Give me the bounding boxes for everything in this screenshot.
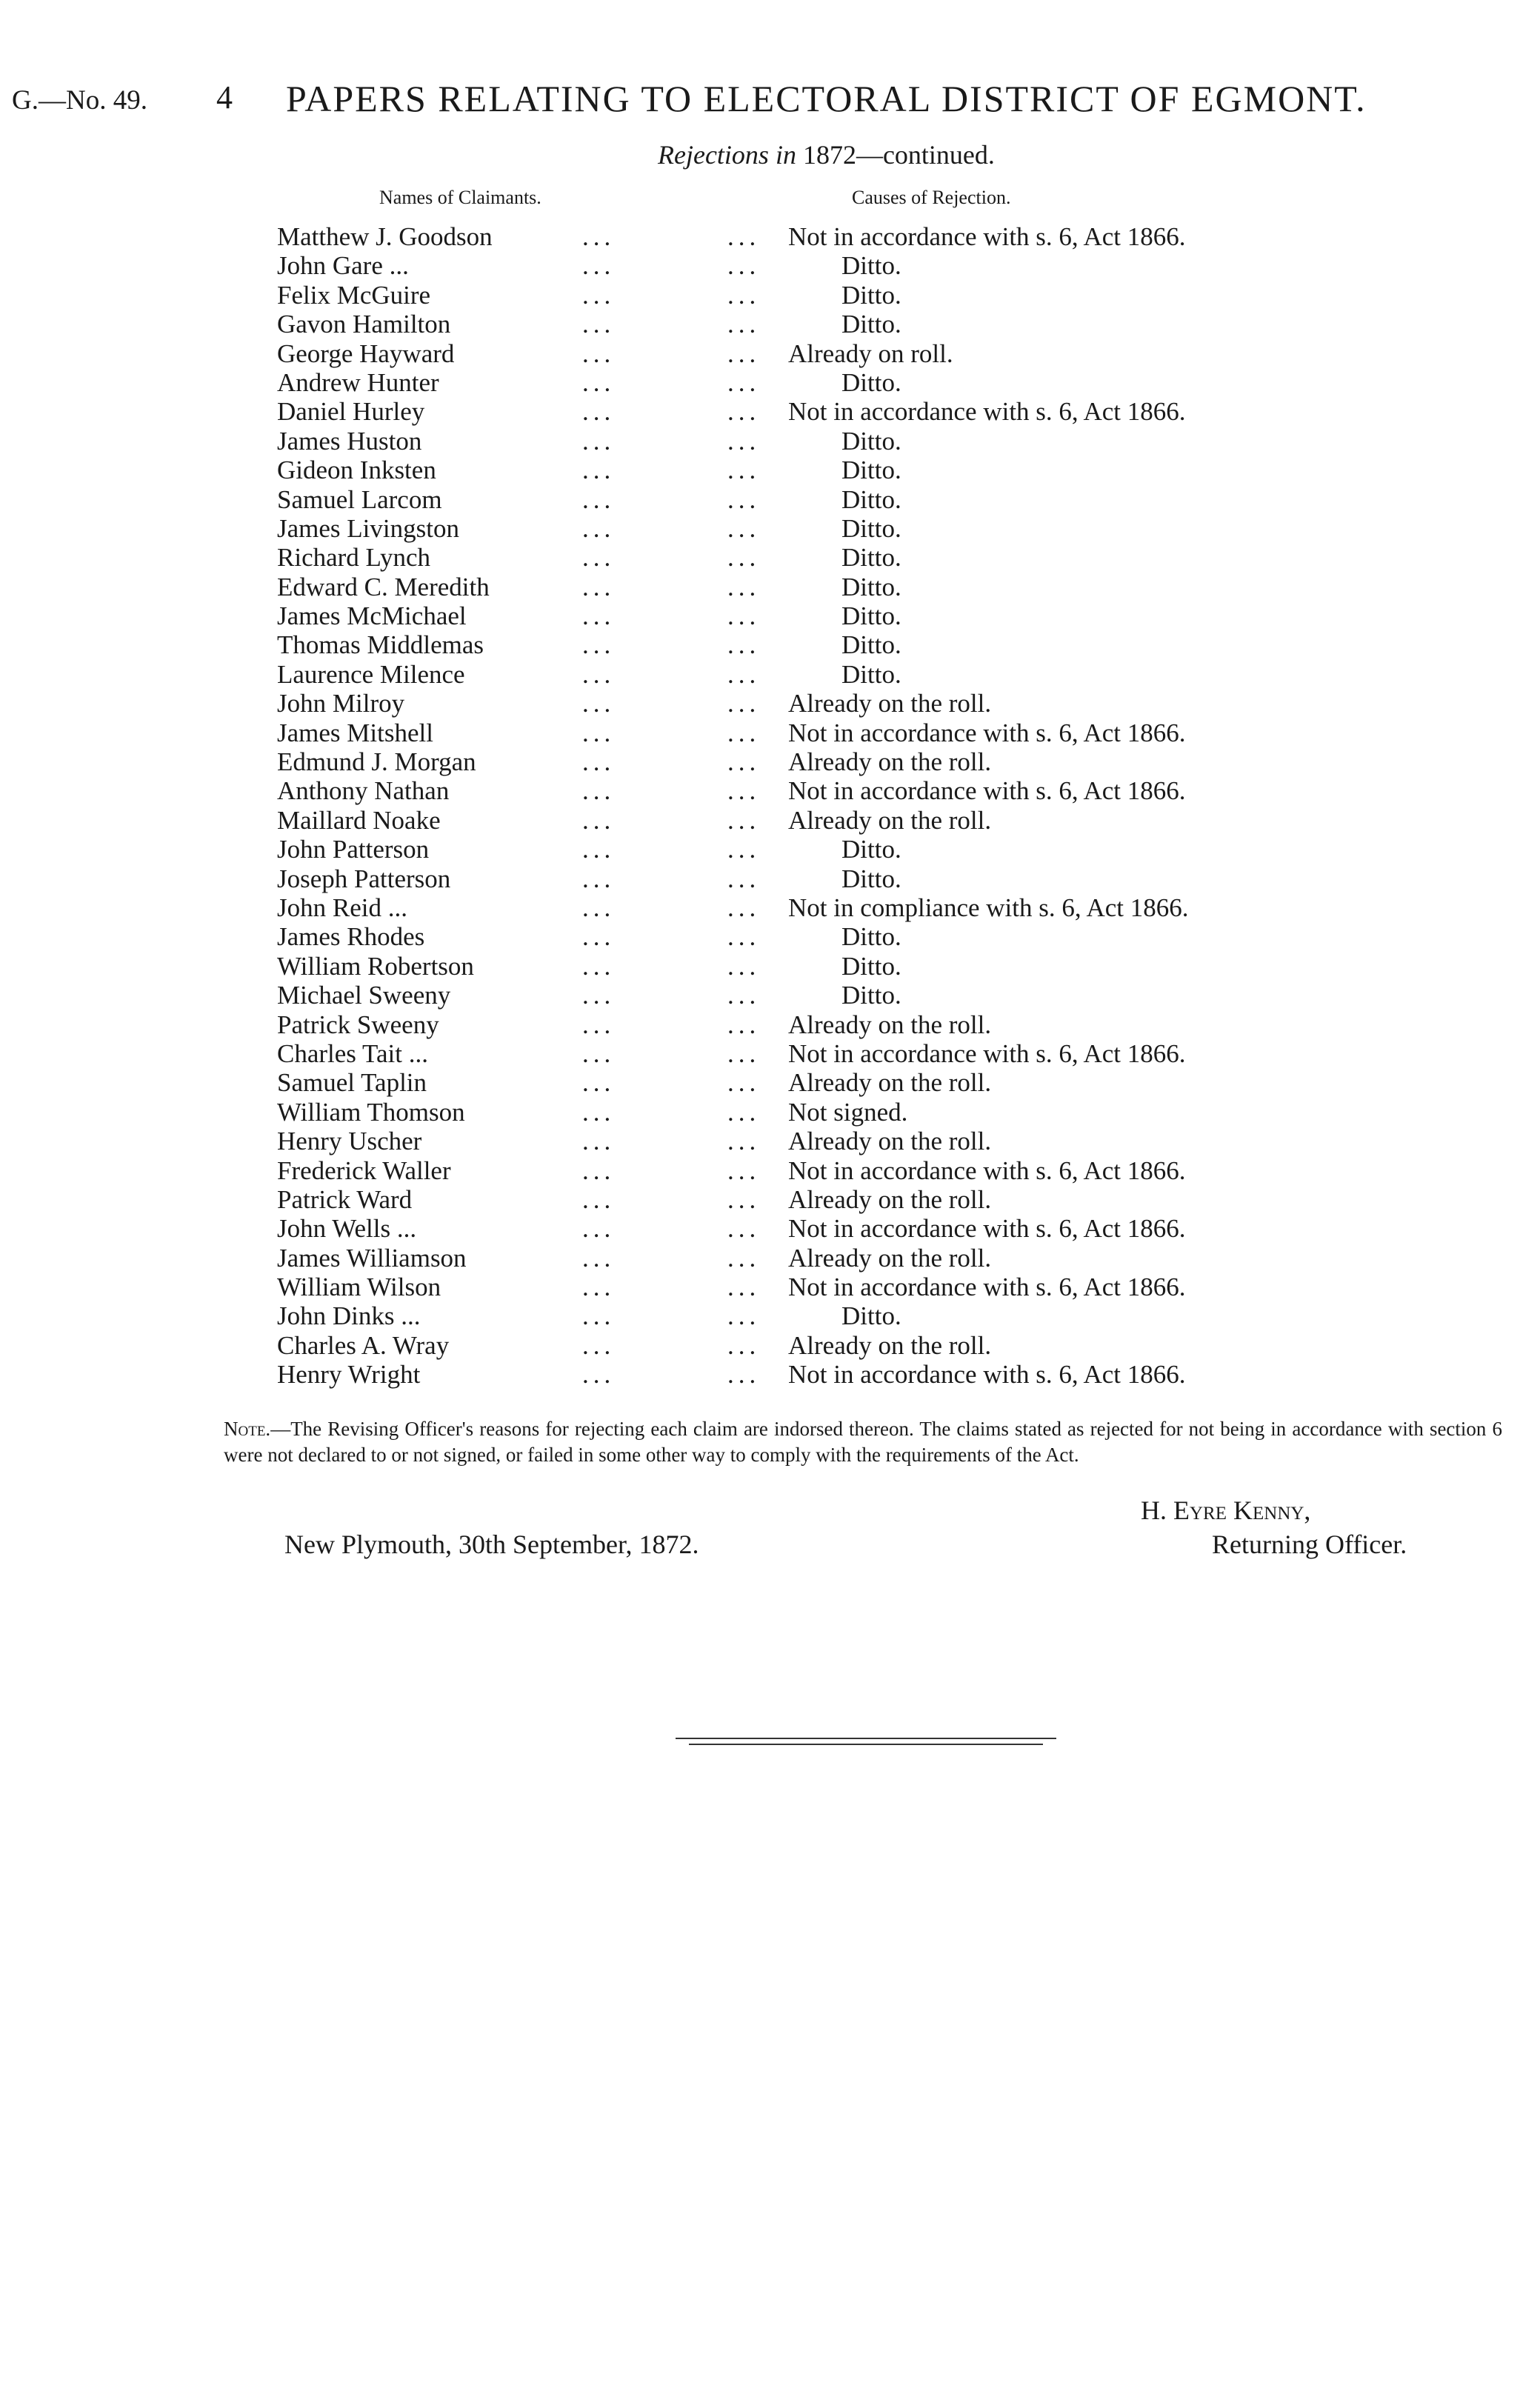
table-row	[0, 222, 1540, 251]
claimant-name: Daniel Hurley	[277, 397, 425, 427]
claimant-name: James Mitshell	[277, 718, 433, 747]
rejection-cause: Ditto.	[841, 835, 901, 864]
claimant-name: William Thomson	[277, 1097, 465, 1127]
leader-dots: ...	[727, 1155, 761, 1185]
page-number: 4	[216, 79, 233, 116]
table-row	[0, 310, 1540, 338]
claimant-name: Michael Sweeny	[277, 981, 451, 1010]
leader-dots: ...	[582, 1155, 616, 1185]
rejection-cause: Already on the roll.	[788, 1184, 992, 1214]
table-row	[0, 339, 1540, 368]
claimant-name: Richard Lynch	[277, 543, 431, 573]
leader-dots: ...	[582, 835, 616, 864]
leader-dots: ...	[727, 1068, 761, 1098]
leader-dots: ...	[727, 659, 761, 689]
leader-dots: ...	[727, 747, 761, 777]
leader-dots: ...	[727, 1010, 761, 1039]
end-rule-top	[676, 1738, 1056, 1739]
claimant-name: William Robertson	[277, 951, 474, 981]
leader-dots: ...	[727, 484, 761, 514]
leader-dots: ...	[582, 1097, 616, 1127]
leader-dots: ...	[727, 805, 761, 835]
leader-dots: ...	[582, 513, 616, 543]
claimant-name: Joseph Patterson	[277, 864, 451, 893]
subtitle-rest: 1872—continued.	[796, 140, 995, 170]
table-row	[0, 1360, 1540, 1389]
claimant-name: William Wilson	[277, 1273, 441, 1302]
table-row	[0, 630, 1540, 659]
table-row	[0, 922, 1540, 951]
rejection-cause: Ditto.	[841, 630, 901, 660]
table-row	[0, 456, 1540, 484]
note-paragraph	[224, 1416, 1502, 1468]
table-row	[0, 806, 1540, 835]
table-row	[0, 601, 1540, 630]
claimant-name: Anthony Nathan	[277, 776, 450, 806]
table-row	[0, 893, 1540, 922]
leader-dots: ...	[582, 484, 616, 514]
leader-dots: ...	[727, 513, 761, 543]
column-header-causes: Causes of Rejection.	[852, 187, 1011, 208]
rejection-cause: Ditto.	[841, 513, 901, 543]
signatory-surname: Eyre Kenny,	[1173, 1495, 1311, 1525]
section-subtitle	[658, 139, 995, 170]
leader-dots: ...	[727, 864, 761, 893]
table-row	[0, 718, 1540, 747]
leader-dots: ...	[727, 1038, 761, 1068]
rejection-cause: Already on the roll.	[788, 1127, 992, 1156]
leader-dots: ...	[582, 310, 616, 339]
table-row	[0, 981, 1540, 1010]
table-row	[0, 689, 1540, 718]
leader-dots: ...	[582, 456, 616, 485]
leader-dots: ...	[582, 951, 616, 981]
leader-dots: ...	[582, 367, 616, 397]
rejection-cause: Ditto.	[841, 310, 901, 339]
table-row	[0, 1331, 1540, 1360]
rejection-cause: Not in accordance with s. 6, Act 1866.	[788, 397, 1186, 427]
subtitle-italic: Rejections in	[658, 140, 796, 170]
rejection-cause: Not in accordance with s. 6, Act 1866.	[788, 222, 1186, 251]
claimant-name: John Dinks ...	[277, 1301, 421, 1331]
leader-dots: ...	[727, 893, 761, 922]
leader-dots: ...	[727, 338, 761, 368]
leader-dots: ...	[582, 222, 616, 251]
leader-dots: ...	[727, 601, 761, 631]
claimant-name: James Livingston	[277, 513, 459, 543]
leader-dots: ...	[582, 1068, 616, 1098]
claimant-name: Felix McGuire	[277, 280, 431, 310]
rejection-cause: Already on the roll.	[788, 1068, 992, 1098]
rejection-cause: Not signed.	[788, 1097, 908, 1127]
leader-dots: ...	[727, 1301, 761, 1331]
claimant-name: Samuel Taplin	[277, 1068, 427, 1098]
rejection-cause: Ditto.	[841, 864, 901, 893]
leader-dots: ...	[727, 951, 761, 981]
leader-dots: ...	[727, 981, 761, 1010]
leader-dots: ...	[582, 1243, 616, 1273]
end-rule-bottom	[689, 1744, 1043, 1745]
table-row	[0, 1010, 1540, 1039]
leader-dots: ...	[582, 922, 616, 952]
signatory-name	[1141, 1495, 1310, 1526]
rejection-cause: Ditto.	[841, 426, 901, 456]
leader-dots: ...	[727, 1214, 761, 1244]
claimant-name: James Williamson	[277, 1243, 467, 1273]
leader-dots: ...	[727, 426, 761, 456]
leader-dots: ...	[727, 922, 761, 952]
rejection-cause: Ditto.	[841, 484, 901, 514]
table-row	[0, 397, 1540, 426]
leader-dots: ...	[582, 280, 616, 310]
claimant-name: Charles Tait ...	[277, 1038, 428, 1068]
claimant-name: Gavon Hamilton	[277, 310, 451, 339]
leader-dots: ...	[582, 1184, 616, 1214]
leader-dots: ...	[582, 659, 616, 689]
rejection-cause: Already on the roll.	[788, 805, 992, 835]
table-row	[0, 864, 1540, 893]
leader-dots: ...	[582, 543, 616, 573]
leader-dots: ...	[727, 718, 761, 747]
table-row	[0, 368, 1540, 397]
claimant-name: Henry Wright	[277, 1360, 421, 1390]
rejection-cause: Ditto.	[841, 543, 901, 573]
leader-dots: ...	[582, 805, 616, 835]
claimant-name: Maillard Noake	[277, 805, 441, 835]
table-row	[0, 1068, 1540, 1097]
rejection-cause: Ditto.	[841, 367, 901, 397]
table-row	[0, 1156, 1540, 1185]
table-row	[0, 485, 1540, 514]
leader-dots: ...	[582, 1301, 616, 1331]
leader-dots: ...	[727, 689, 761, 718]
table-row	[0, 543, 1540, 572]
table-row	[0, 573, 1540, 601]
table-row	[0, 427, 1540, 456]
claimant-name: Andrew Hunter	[277, 367, 439, 397]
leader-dots: ...	[727, 280, 761, 310]
leader-dots: ...	[727, 222, 761, 251]
claimant-name: James Huston	[277, 426, 422, 456]
leader-dots: ...	[582, 630, 616, 660]
leader-dots: ...	[727, 251, 761, 281]
leader-dots: ...	[727, 630, 761, 660]
rejection-cause: Already on the roll.	[788, 747, 992, 777]
rejection-cause: Not in accordance with s. 6, Act 1866.	[788, 1214, 1186, 1244]
claimant-name: James McMichael	[277, 601, 467, 631]
rejection-cause: Ditto.	[841, 251, 901, 281]
table-row	[0, 281, 1540, 310]
page-title: PAPERS RELATING TO ELECTORAL DISTRICT OF EGMONT.	[286, 78, 1367, 119]
rejection-cause: Already on roll.	[788, 338, 953, 368]
leader-dots: ...	[727, 397, 761, 427]
leader-dots: ...	[727, 1184, 761, 1214]
rejection-cause: Ditto.	[841, 572, 901, 601]
rejection-cause: Ditto.	[841, 922, 901, 952]
place-date: New Plymouth, 30th September, 1872.	[284, 1530, 699, 1559]
rejection-cause: Ditto.	[841, 456, 901, 485]
leader-dots: ...	[727, 543, 761, 573]
rejection-cause: Already on the roll.	[788, 1330, 992, 1360]
table-row	[0, 1301, 1540, 1330]
leader-dots: ...	[582, 1273, 616, 1302]
table-row	[0, 1214, 1540, 1243]
leader-dots: ...	[582, 1214, 616, 1244]
leader-dots: ...	[727, 456, 761, 485]
signatory-initial: H.	[1141, 1495, 1173, 1525]
leader-dots: ...	[582, 718, 616, 747]
rejection-cause: Not in accordance with s. 6, Act 1866.	[788, 1155, 1186, 1185]
leader-dots: ...	[582, 251, 616, 281]
claimant-name: Edward C. Meredith	[277, 572, 490, 601]
claimant-name: John Reid ...	[277, 893, 407, 922]
leader-dots: ...	[582, 1010, 616, 1039]
leader-dots: ...	[582, 1127, 616, 1156]
claimant-name: James Rhodes	[277, 922, 425, 952]
table-row	[0, 952, 1540, 981]
leader-dots: ...	[582, 747, 616, 777]
table-row	[0, 251, 1540, 280]
note-label: Note.	[224, 1418, 271, 1440]
rejection-cause: Not in accordance with s. 6, Act 1866.	[788, 1360, 1186, 1390]
rejection-cause: Not in accordance with s. 6, Act 1866.	[788, 1273, 1186, 1302]
table-row	[0, 835, 1540, 864]
leader-dots: ...	[727, 1097, 761, 1127]
rejection-cause: Not in accordance with s. 6, Act 1866.	[788, 1038, 1186, 1068]
claimant-name: Laurence Milence	[277, 659, 465, 689]
rejection-cause: Already on the roll.	[788, 1243, 992, 1273]
leader-dots: ...	[727, 572, 761, 601]
leader-dots: ...	[582, 426, 616, 456]
leader-dots: ...	[582, 1330, 616, 1360]
leader-dots: ...	[582, 981, 616, 1010]
document-reference: G.—No. 49.	[12, 85, 147, 116]
claimant-name: Samuel Larcom	[277, 484, 442, 514]
leader-dots: ...	[727, 1243, 761, 1273]
claimant-name: Edmund J. Morgan	[277, 747, 476, 777]
column-header-names: Names of Claimants.	[379, 187, 541, 208]
table-row	[0, 1039, 1540, 1068]
leader-dots: ...	[582, 338, 616, 368]
claimant-name: John Wells ...	[277, 1214, 417, 1244]
rejection-cause: Ditto.	[841, 1301, 901, 1331]
claimant-name: John Milroy	[277, 689, 405, 718]
leader-dots: ...	[727, 310, 761, 339]
table-row	[0, 1273, 1540, 1301]
leader-dots: ...	[582, 397, 616, 427]
claimant-name: Henry Uscher	[277, 1127, 422, 1156]
rejection-cause: Not in compliance with s. 6, Act 1866.	[788, 893, 1189, 922]
leader-dots: ...	[727, 776, 761, 806]
table-row	[0, 1244, 1540, 1273]
table-row	[0, 1185, 1540, 1214]
claimant-name: John Gare ...	[277, 251, 409, 281]
leader-dots: ...	[582, 1360, 616, 1390]
leader-dots: ...	[582, 601, 616, 631]
leader-dots: ...	[582, 1038, 616, 1068]
rejection-cause: Ditto.	[841, 981, 901, 1010]
leader-dots: ...	[727, 1360, 761, 1390]
claimant-name: Gideon Inksten	[277, 456, 436, 485]
table-row	[0, 776, 1540, 805]
rejection-cause: Not in accordance with s. 6, Act 1866.	[788, 776, 1186, 806]
claimant-name: Charles A. Wray	[277, 1330, 450, 1360]
claimant-name: Frederick Waller	[277, 1155, 451, 1185]
table-row	[0, 747, 1540, 776]
leader-dots: ...	[727, 1127, 761, 1156]
rejection-cause: Ditto.	[841, 659, 901, 689]
leader-dots: ...	[582, 776, 616, 806]
leader-dots: ...	[582, 689, 616, 718]
rejection-cause: Not in accordance with s. 6, Act 1866.	[788, 718, 1186, 747]
leader-dots: ...	[727, 1330, 761, 1360]
rejection-cause: Ditto.	[841, 951, 901, 981]
claimant-name: Patrick Ward	[277, 1184, 413, 1214]
table-row	[0, 514, 1540, 543]
rejection-cause: Already on the roll.	[788, 689, 992, 718]
leader-dots: ...	[582, 864, 616, 893]
note-text: —The Revising Officer's reasons for rejecting each claim are indorsed thereon. The claims stated as rejected for not being in accordance with section 6 were not declared to or not signed, or failed in some other way to comply with the requirements of the Act.	[224, 1418, 1502, 1466]
table-row	[0, 1127, 1540, 1155]
signatory-title: Returning Officer.	[1212, 1530, 1407, 1559]
claimant-name: Matthew J. Goodson	[277, 222, 493, 251]
claimant-name: Patrick Sweeny	[277, 1010, 439, 1039]
leader-dots: ...	[727, 367, 761, 397]
rejections-table	[0, 222, 1540, 1390]
leader-dots: ...	[727, 1273, 761, 1302]
rejection-cause: Ditto.	[841, 280, 901, 310]
leader-dots: ...	[727, 835, 761, 864]
claimant-name: Thomas Middlemas	[277, 630, 484, 660]
rejection-cause: Already on the roll.	[788, 1010, 992, 1039]
claimant-name: George Hayward	[277, 338, 455, 368]
rejection-cause: Ditto.	[841, 601, 901, 631]
claimant-name: John Patterson	[277, 835, 430, 864]
table-row	[0, 1098, 1540, 1127]
leader-dots: ...	[582, 893, 616, 922]
leader-dots: ...	[582, 572, 616, 601]
table-row	[0, 660, 1540, 689]
